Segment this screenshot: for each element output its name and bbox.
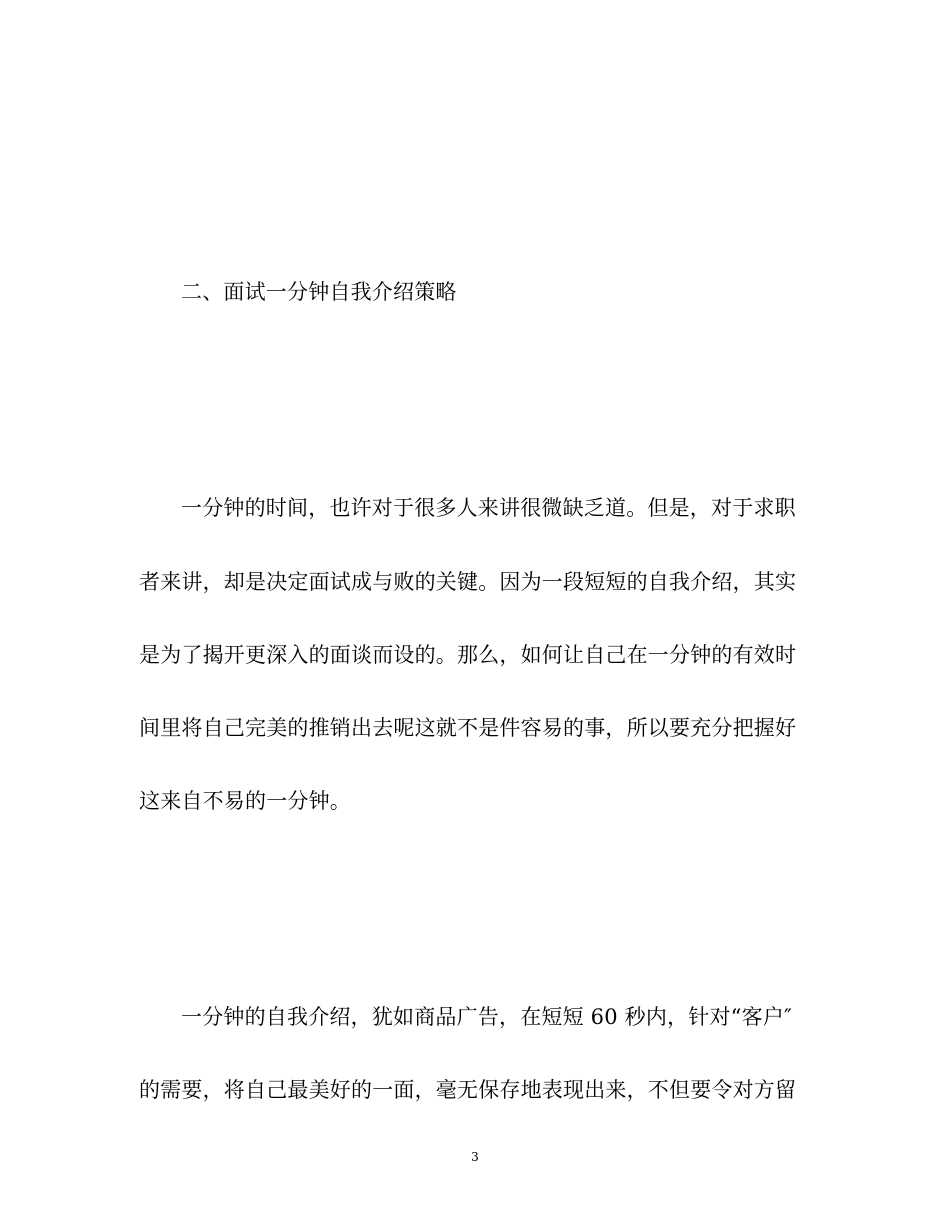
paragraph-line: 一分钟的自我介绍，犹如商品广告，在短短 60 秒内，针对“客户″ — [181, 1005, 793, 1029]
paragraph-line: 间里将自己完美的推销出去呢这就不是件容易的事，所以要充分把握好 — [139, 716, 797, 740]
page-number: 3 — [471, 1150, 479, 1164]
paragraph-line: 这来自不易的一分钟。 — [139, 789, 351, 813]
paragraph-line: 者来讲，却是决定面试成与败的关键。因为一段短短的自我介绍，其实 — [139, 570, 797, 594]
section-heading: 二、面试一分钟自我介绍策略 — [181, 280, 457, 304]
paragraph-line: 的需要，将自己最美好的一面，毫无保存地表现出来，不但要令对方留 — [139, 1078, 797, 1102]
paragraph-line: 一分钟的时间，也许对于很多人来讲很微缺乏道。但是，对于求职 — [181, 496, 796, 520]
paragraph-line: 是为了揭开更深入的面谈而设的。那么，如何让自己在一分钟的有效时 — [139, 643, 797, 667]
